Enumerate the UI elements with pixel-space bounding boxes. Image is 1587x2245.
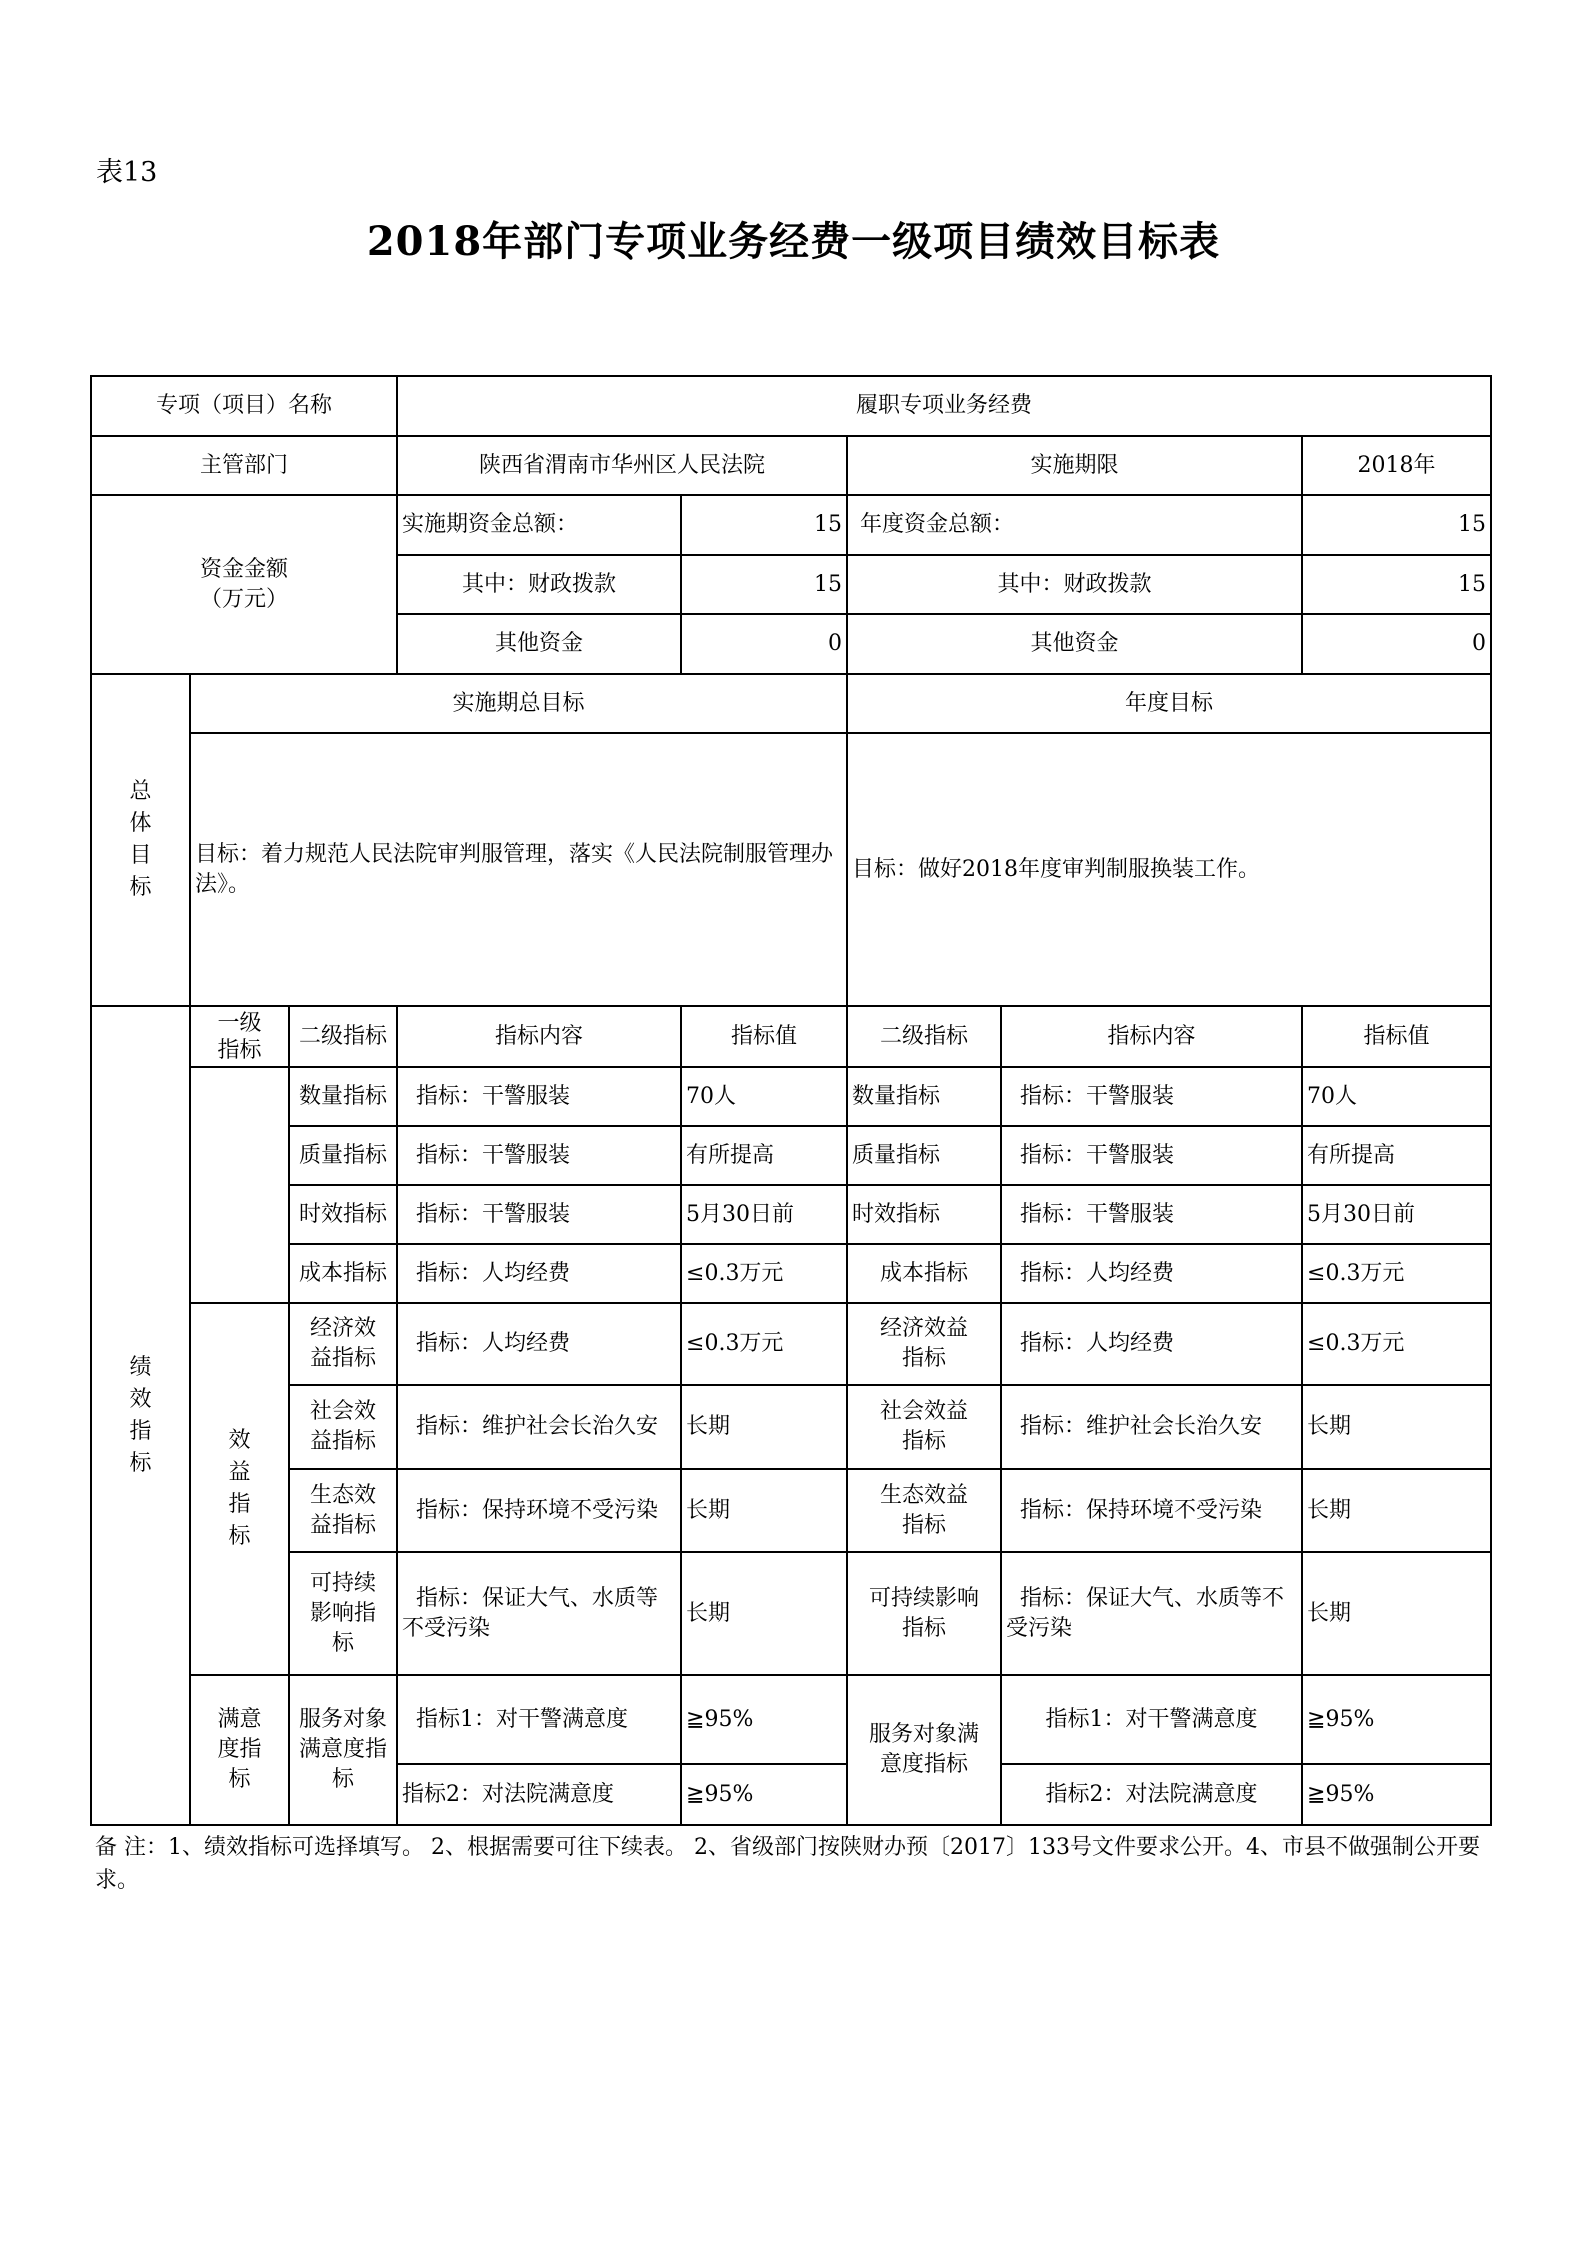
table-row: [91, 1675, 1491, 1764]
value-cell: ≧95%: [681, 1764, 847, 1825]
table-row: [91, 1244, 1491, 1303]
overall-goal-label-text: 总体目标: [129, 779, 152, 900]
annual-value-cell: 长期: [1302, 1469, 1491, 1552]
annual-value-cell: ≧95%: [1302, 1764, 1491, 1825]
annual-content-cell: 指标：维护社会长治久安: [1001, 1385, 1302, 1469]
funds-annual-total-value: 15: [1302, 495, 1491, 555]
table-row: [91, 1067, 1491, 1126]
annual-content-cell: 指标：人均经费: [1001, 1244, 1302, 1303]
header-value: 指标值: [681, 1006, 847, 1067]
content-cell: 指标2：对法院满意度: [397, 1764, 681, 1825]
annual-goal-text: 目标：做好2018年度审判制服换装工作。: [847, 733, 1491, 1006]
dept-label: 主管部门: [91, 436, 397, 495]
value-cell: 长期: [681, 1385, 847, 1469]
content-cell: 指标：保持环境不受污染: [397, 1469, 681, 1552]
annual-content-cell: 指标：人均经费: [1001, 1303, 1302, 1385]
content-cell: 指标：干警服装: [397, 1067, 681, 1126]
funds-annual-other-value: 0: [1302, 614, 1491, 674]
table-number: 表13: [96, 157, 158, 188]
period-goal-text: 目标：着力规范人民法院审判服管理，落实《人民法院制服管理办法》。: [190, 733, 847, 1006]
page-title: 2018年部门专项业务经费一级项目绩效目标表: [366, 218, 1221, 265]
annual-value-cell: 长期: [1302, 1552, 1491, 1675]
table-row: [91, 1552, 1491, 1675]
l2-cell: 成本指标: [289, 1244, 397, 1303]
table-row: [91, 1385, 1491, 1469]
content-cell: 指标：人均经费: [397, 1303, 681, 1385]
project-name-label: 专项（项目）名称: [91, 376, 397, 436]
funds-other-value: 0: [681, 614, 847, 674]
funds-total-label: 实施期资金总额：: [397, 495, 681, 555]
value-cell: 70人: [681, 1067, 847, 1126]
perf-section-label-text: 绩效指标: [129, 1354, 152, 1476]
annual-l2-cell: 可持续影响指标: [847, 1552, 1001, 1675]
value-cell: ≤0.3万元: [681, 1244, 847, 1303]
funds-label-line1: 资金金额: [200, 556, 289, 582]
annual-value-cell: 有所提高: [1302, 1126, 1491, 1185]
annual-content-cell: 指标：保证大气、水质等不受污染: [1001, 1552, 1302, 1675]
header-level2: 二级指标: [289, 1006, 397, 1067]
period-goal-header: 实施期总目标: [190, 674, 847, 733]
annual-l2-cell: 成本指标: [847, 1244, 1001, 1303]
output-level1-cell: [190, 1067, 289, 1303]
funds-total-value: 15: [681, 495, 847, 555]
funds-other-label: 其他资金: [397, 614, 681, 674]
value-cell: 5月30日前: [681, 1185, 847, 1244]
overall-goal-label: [91, 674, 190, 1006]
footnote: 备 注：1、绩效指标可选择填写。 2、根据需要可往下续表。 2、省级部门按陕财办预〔2017〕133号文件要求公开。4、市县不做强制公开要求。: [95, 1835, 1480, 1893]
funds-annual-total-label: 年度资金总额：: [847, 495, 1302, 555]
annual-value-cell: ≤0.3万元: [1302, 1244, 1491, 1303]
l2-cell: 质量指标: [289, 1126, 397, 1185]
value-cell: ≤0.3万元: [681, 1303, 847, 1385]
funds-annual-fiscal-label: 其中：财政拨款: [847, 555, 1302, 614]
annual-l2-cell: 时效指标: [847, 1185, 1001, 1244]
annual-value-cell: ≤0.3万元: [1302, 1303, 1491, 1385]
table-row: [91, 1126, 1491, 1185]
period-value: 2018年: [1302, 436, 1491, 495]
annual-content-cell: 指标2：对法院满意度: [1001, 1764, 1302, 1825]
annual-value-cell: ≧95%: [1302, 1675, 1491, 1764]
content-cell: 指标：人均经费: [397, 1244, 681, 1303]
annual-content-cell: 指标：干警服装: [1001, 1185, 1302, 1244]
content-cell: 指标：干警服装: [397, 1126, 681, 1185]
l2-cell: 生态效益指标: [289, 1469, 397, 1552]
value-cell: 有所提高: [681, 1126, 847, 1185]
header-annual-level2: 二级指标: [847, 1006, 1001, 1067]
content-cell: 指标：干警服装: [397, 1185, 681, 1244]
l2-cell: 数量指标: [289, 1067, 397, 1126]
funds-fiscal-value: 15: [681, 555, 847, 614]
l2-cell: 时效指标: [289, 1185, 397, 1244]
period-label: 实施期限: [847, 436, 1302, 495]
performance-table: [90, 375, 1492, 1826]
content-cell: 指标：维护社会长治久安: [397, 1385, 681, 1469]
value-cell: 长期: [681, 1469, 847, 1552]
funds-fiscal-label: 其中：财政拨款: [397, 555, 681, 614]
header-annual-value: 指标值: [1302, 1006, 1491, 1067]
annual-l2-cell: 数量指标: [847, 1067, 1001, 1126]
l2-cell: 可持续影响指标: [289, 1552, 397, 1675]
value-cell: ≧95%: [681, 1675, 847, 1764]
annual-value-cell: 5月30日前: [1302, 1185, 1491, 1244]
funds-annual-other-label: 其他资金: [847, 614, 1302, 674]
l2-cell: 经济效益指标: [289, 1303, 397, 1385]
annual-l2-cell: 生态效益指标: [847, 1469, 1001, 1552]
header-level1: 一级指标: [190, 1006, 289, 1067]
dept-value: 陕西省渭南市华州区人民法院: [397, 436, 847, 495]
annual-content-cell: 指标：干警服装: [1001, 1126, 1302, 1185]
l2-cell: 社会效益指标: [289, 1385, 397, 1469]
content-cell: 指标1：对干警满意度: [397, 1675, 681, 1764]
annual-l2-cell: 质量指标: [847, 1126, 1001, 1185]
satisfaction-l2-cell: 服务对象满意度指标: [289, 1675, 397, 1825]
header-annual-content: 指标内容: [1001, 1006, 1302, 1067]
satisfaction-annual-l2-cell: 服务对象满意度指标: [847, 1675, 1001, 1825]
annual-content-cell: 指标：干警服装: [1001, 1067, 1302, 1126]
perf-section-label: [91, 1006, 190, 1825]
annual-content-cell: 指标：保持环境不受污染: [1001, 1469, 1302, 1552]
funds-annual-fiscal-value: 15: [1302, 555, 1491, 614]
annual-value-cell: 70人: [1302, 1067, 1491, 1126]
table-row: [91, 1469, 1491, 1552]
annual-value-cell: 长期: [1302, 1385, 1491, 1469]
funds-label: [91, 495, 397, 674]
funds-label-line2: （万元）: [200, 586, 289, 612]
content-cell: 指标：保证大气、水质等不受污染: [397, 1552, 681, 1675]
annual-content-cell: 指标1：对干警满意度: [1001, 1675, 1302, 1764]
annual-l2-cell: 经济效益指标: [847, 1303, 1001, 1385]
value-cell: 长期: [681, 1552, 847, 1675]
benefit-label-text: 效益指标: [228, 1428, 251, 1549]
header-content: 指标内容: [397, 1006, 681, 1067]
table-row: [91, 1303, 1491, 1385]
annual-goal-header: 年度目标: [847, 674, 1491, 733]
satisfaction-level1-cell: 满意度指标: [190, 1675, 289, 1825]
project-name-value: 履职专项业务经费: [397, 376, 1491, 436]
benefit-level1-cell: [190, 1303, 289, 1675]
annual-l2-cell: 社会效益指标: [847, 1385, 1001, 1469]
table-row: [91, 1185, 1491, 1244]
